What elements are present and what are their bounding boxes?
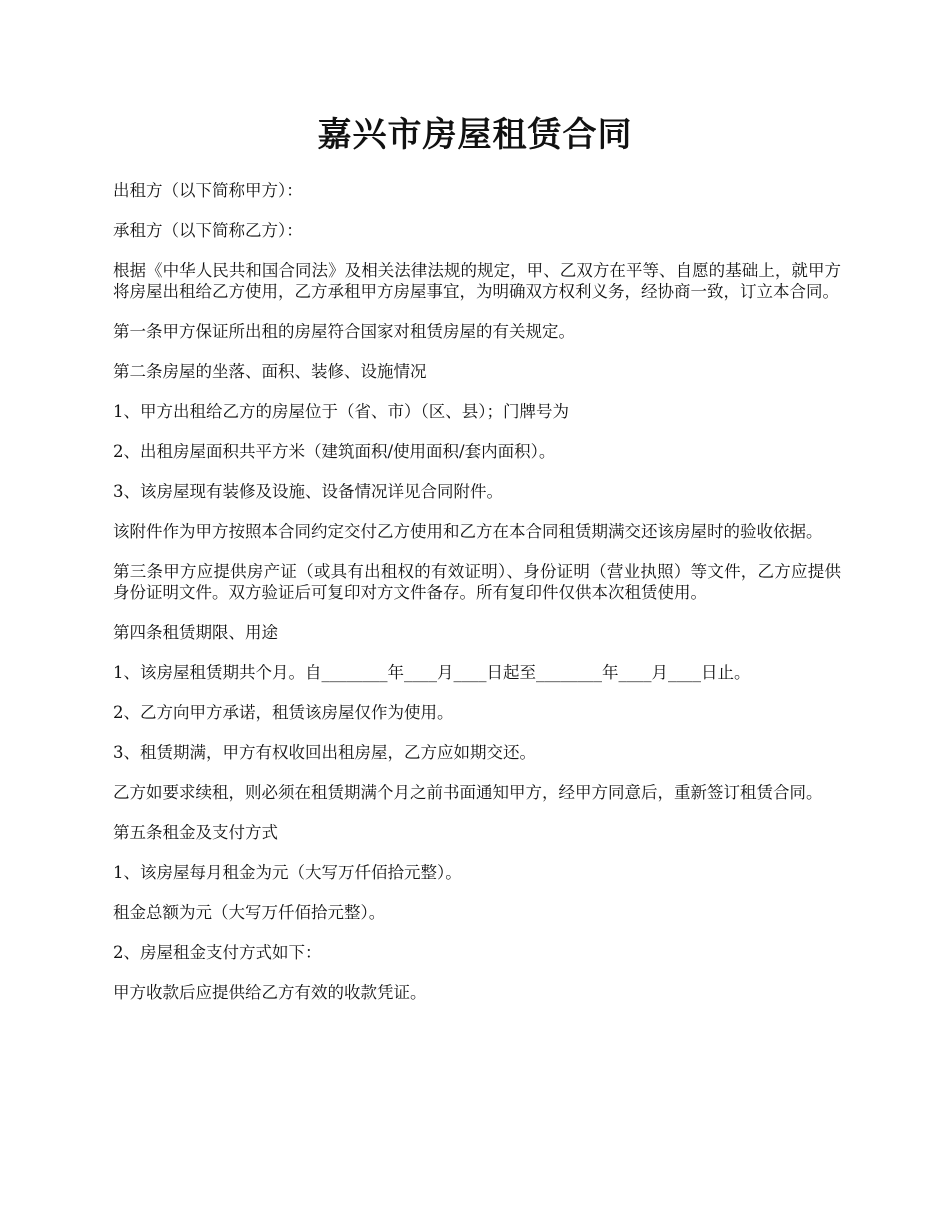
paragraph-article-4-item-3: 3、租赁期满，甲方有权收回出租房屋，乙方应如期交还。 xyxy=(113,743,536,762)
paragraph-article-5-item-2: 2、房屋租金支付方式如下： xyxy=(113,943,322,962)
paragraph-article-4-heading: 第四条租赁期限、用途 xyxy=(113,623,278,642)
paragraph-renewal-note: 乙方如要求续租，则必须在租赁期满个月之前书面通知甲方，经甲方同意后，重新签订租赁合同。 xyxy=(113,783,823,802)
paragraph-attachment-note: 该附件作为甲方按照本合同约定交付乙方使用和乙方在本合同租赁期满交还该房屋时的验收依据。 xyxy=(113,522,823,541)
document-body xyxy=(113,180,841,1022)
paragraph-article-2-item-1: 1、甲方出租给乙方的房屋位于（省、市）（区、县）；门牌号为 xyxy=(113,402,569,421)
paragraph-article-1: 第一条甲方保证所出租的房屋符合国家对租赁房屋的有关规定。 xyxy=(113,322,575,341)
paragraph-article-2-heading: 第二条房屋的坐落、面积、装修、设施情况 xyxy=(113,362,427,381)
paragraph-article-2-item-2: 2、出租房屋面积共平方米（建筑面积/使用面积/套内面积）。 xyxy=(113,442,556,461)
paragraph-article-5-item-1: 1、该房屋每月租金为元（大写万仟佰拾元整）。 xyxy=(113,863,462,882)
paragraph-article-3: 第三条甲方应提供房产证（或具有出租权的有效证明）、身份证明（营业执照）等文件，乙方应提供身份证明文件。双方验证后可复印对方文件备存。所有复印件仅供本次租赁使用。 xyxy=(113,562,841,602)
document-title: 嘉兴市房屋租赁合同 xyxy=(317,115,633,155)
paragraph-rent-total: 租金总额为元（大写万仟佰拾元整）。 xyxy=(113,903,386,922)
paragraph-preamble: 根据《中华人民共和国合同法》及相关法律法规的规定，甲、乙双方在平等、自愿的基础上，就甲方将房屋出租给乙方使用，乙方承租甲方房屋事宜，为明确双方权利义务，经协商一致，订立本合同。 xyxy=(113,261,841,301)
paragraph-article-4-item-1: 1、该房屋租赁期共个月。自________年____月____日起至________年____月____日止。 xyxy=(113,663,751,682)
paragraph-receipt-note: 甲方收款后应提供给乙方有效的收款凭证。 xyxy=(113,983,427,1002)
paragraph-lessee: 承租方（以下简称乙方）： xyxy=(113,221,303,240)
paragraph-article-4-item-2: 2、乙方向甲方承诺，租赁该房屋仅作为使用。 xyxy=(113,703,454,722)
paragraph-lessor: 出租方（以下简称甲方）： xyxy=(113,181,303,200)
paragraph-article-5-heading: 第五条租金及支付方式 xyxy=(113,823,278,842)
paragraph-article-2-item-3: 3、该房屋现有装修及设施、设备情况详见合同附件。 xyxy=(113,482,503,501)
